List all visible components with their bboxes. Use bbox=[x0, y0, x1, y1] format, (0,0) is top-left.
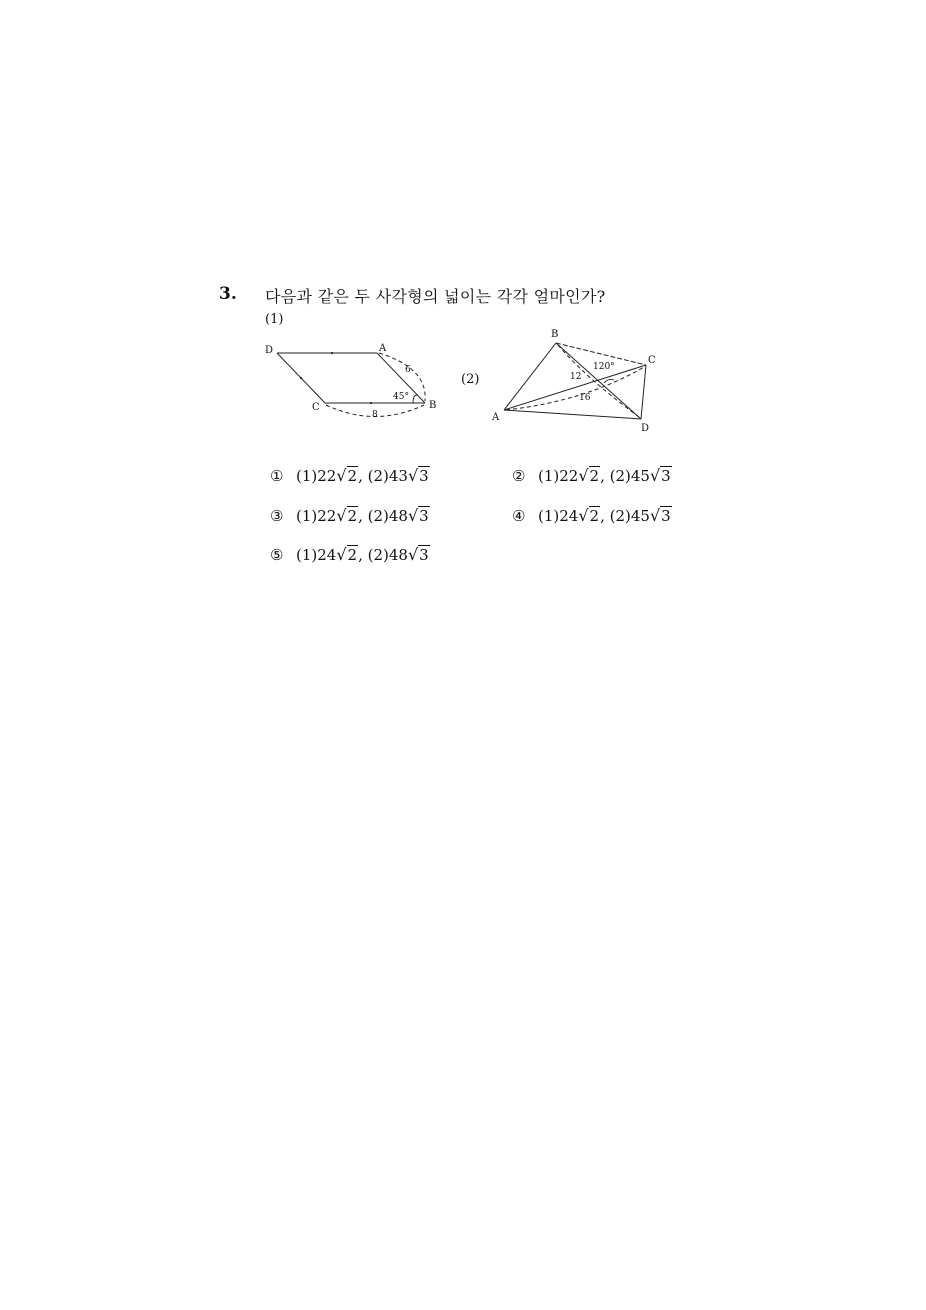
choice-marker: ③ bbox=[270, 507, 284, 525]
sqrt-icon: √2 bbox=[578, 506, 600, 525]
radicand: 3 bbox=[661, 507, 671, 525]
radicand: 3 bbox=[419, 507, 429, 525]
diagonal-bd bbox=[556, 343, 641, 419]
length-cb: 8 bbox=[372, 410, 378, 420]
label-b: B bbox=[551, 329, 559, 340]
sqrt-icon: √3 bbox=[407, 545, 429, 564]
radicand: 3 bbox=[661, 467, 671, 485]
sqrt-icon: √2 bbox=[336, 466, 358, 485]
figure-quadrilateral bbox=[486, 323, 656, 438]
choice-part-1: (1)24 bbox=[538, 507, 579, 525]
label-b: B bbox=[429, 400, 437, 411]
choice-3[interactable] bbox=[270, 506, 430, 525]
tick-cd bbox=[300, 377, 302, 379]
sqrt-icon: √3 bbox=[649, 466, 671, 485]
angle-arc bbox=[604, 379, 614, 383]
sqrt-icon: √2 bbox=[336, 506, 358, 525]
choice-2[interactable] bbox=[512, 466, 672, 485]
choice-marker: ⑤ bbox=[270, 546, 284, 564]
length-ab: 6 bbox=[405, 365, 411, 375]
sqrt-icon: √3 bbox=[407, 466, 429, 485]
choice-part-1: (1)24 bbox=[296, 546, 337, 564]
label-a: A bbox=[379, 343, 387, 354]
sqrt-icon: √3 bbox=[407, 506, 429, 525]
tick-da bbox=[331, 352, 333, 354]
choice-part-2: , (2)45 bbox=[600, 467, 650, 485]
question-number: 3. bbox=[219, 284, 237, 304]
choice-part-1: (1)22 bbox=[296, 467, 337, 485]
choice-4[interactable] bbox=[512, 506, 672, 525]
sub-question-1-label: (1) bbox=[265, 312, 284, 327]
angle-arc-b bbox=[413, 395, 417, 403]
sqrt-icon: √2 bbox=[336, 545, 358, 564]
radicand: 2 bbox=[347, 507, 358, 525]
choice-part-1: (1)22 bbox=[296, 507, 337, 525]
radicand: 3 bbox=[419, 546, 429, 564]
choice-marker: ① bbox=[270, 467, 284, 485]
choice-part-2: , (2)48 bbox=[358, 507, 408, 525]
question-text: 다음과 같은 두 사각형의 넓이는 각각 얼마인가? bbox=[265, 287, 606, 306]
label-c: C bbox=[312, 402, 320, 413]
choice-marker: ② bbox=[512, 467, 526, 485]
choice-part-2: , (2)43 bbox=[358, 467, 408, 485]
sqrt-icon: √3 bbox=[649, 506, 671, 525]
angle-label: 120° bbox=[593, 362, 615, 372]
diagonal-ac-length: 16 bbox=[579, 393, 591, 403]
radicand: 2 bbox=[589, 507, 600, 525]
radicand: 2 bbox=[589, 467, 600, 485]
label-d: D bbox=[265, 345, 274, 356]
sqrt-icon: √2 bbox=[578, 466, 600, 485]
label-c: C bbox=[648, 355, 656, 366]
tick-bc bbox=[370, 402, 372, 404]
choice-1[interactable] bbox=[270, 466, 430, 485]
choice-marker: ④ bbox=[512, 507, 526, 525]
side-cd bbox=[641, 365, 646, 419]
figure-parallelogram bbox=[260, 338, 450, 423]
choice-part-2: , (2)45 bbox=[600, 507, 650, 525]
label-a: A bbox=[492, 412, 500, 423]
radicand: 3 bbox=[419, 467, 429, 485]
side-ab bbox=[504, 343, 556, 410]
sub-question-2-label: (2) bbox=[461, 372, 480, 387]
label-d: D bbox=[641, 423, 650, 434]
radicand: 2 bbox=[347, 546, 358, 564]
choice-part-1: (1)22 bbox=[538, 467, 579, 485]
radicand: 2 bbox=[347, 467, 358, 485]
diagonal-bd-length: 12 bbox=[570, 372, 582, 382]
choice-part-2: , (2)48 bbox=[358, 546, 408, 564]
side-da bbox=[504, 410, 641, 419]
choice-5[interactable] bbox=[270, 545, 430, 564]
angle-b-label: 45° bbox=[393, 392, 409, 402]
